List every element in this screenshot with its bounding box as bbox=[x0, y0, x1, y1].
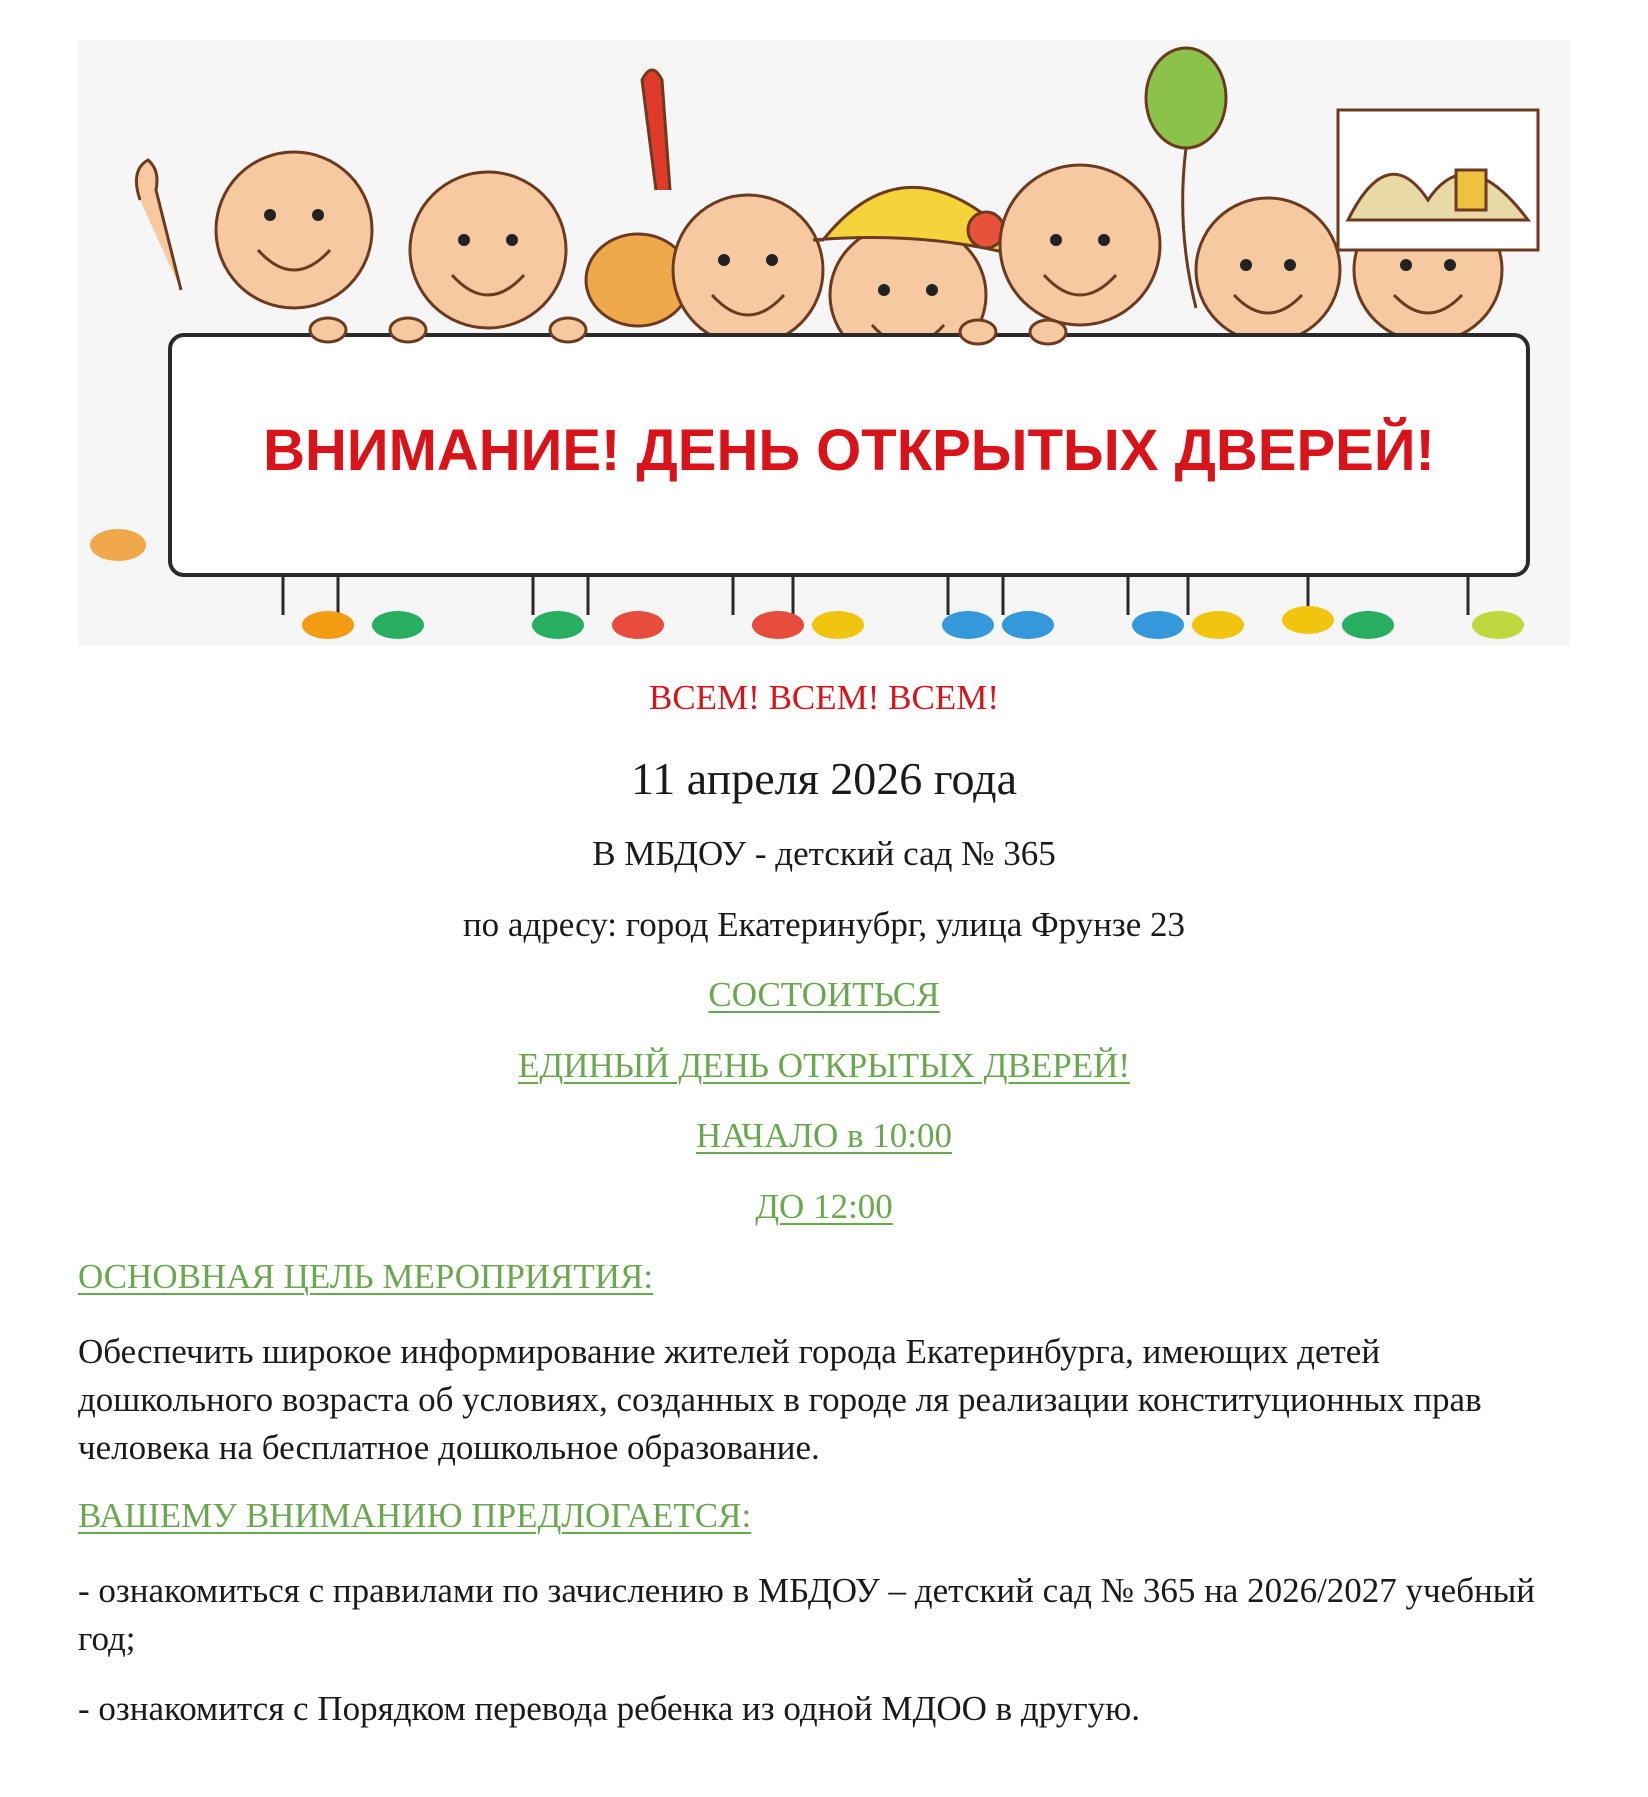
banner-illustration bbox=[78, 40, 1570, 645]
start-time-link[interactable]: НАЧАЛО в 10:00 bbox=[695, 1116, 953, 1155]
event-date: 11 апреля 2026 года bbox=[631, 753, 1017, 804]
end-time-link[interactable]: ДО 12:00 bbox=[755, 1187, 893, 1226]
organization: В МБДОУ - детский сад № 365 bbox=[592, 834, 1056, 873]
offer-item: - ознакомится с Порядком перевода ребенка из одной МДОО в другую. bbox=[78, 1689, 1141, 1728]
banner-headline: ВНИМАНИЕ! ДЕНЬ ОТКРЫТЫХ ДВЕРЕЙ! bbox=[263, 418, 1435, 483]
event-name-link[interactable]: ЕДИНЫЙ ДЕНЬ ОТКРЫТЫХ ДВЕРЕЙ! bbox=[517, 1046, 1131, 1085]
offer-heading[interactable]: ВАШЕМУ ВНИМАНИЮ ПРЕДЛОГАЕТСЯ: bbox=[78, 1496, 752, 1535]
kids-illustration bbox=[136, 48, 1538, 367]
will-take-place-link[interactable]: СОСТОИТЬСЯ bbox=[708, 975, 940, 1014]
goal-heading[interactable]: ОСНОВНАЯ ЦЕЛЬ МЕРОПРИЯТИЯ: bbox=[78, 1257, 654, 1296]
goal-text: Обеспечить широкое информирование жителей города Екатеринбурга, имеющих детей дошкольного возраста об условиях, созданных в городе ля реализации конституционных прав человека на бесплатное дошкольное образование. bbox=[78, 1332, 1482, 1467]
call-to-all: ВСЕМ! ВСЕМ! ВСЕМ! bbox=[648, 678, 1000, 717]
address: по адресу: город Екатеринубрг, улица Фрунзе 23 bbox=[462, 905, 1186, 944]
offer-item: - ознакомиться с правилами по зачислению в МБДОУ – детский сад № 365 на 2026/2027 учебный год; bbox=[78, 1571, 1535, 1658]
